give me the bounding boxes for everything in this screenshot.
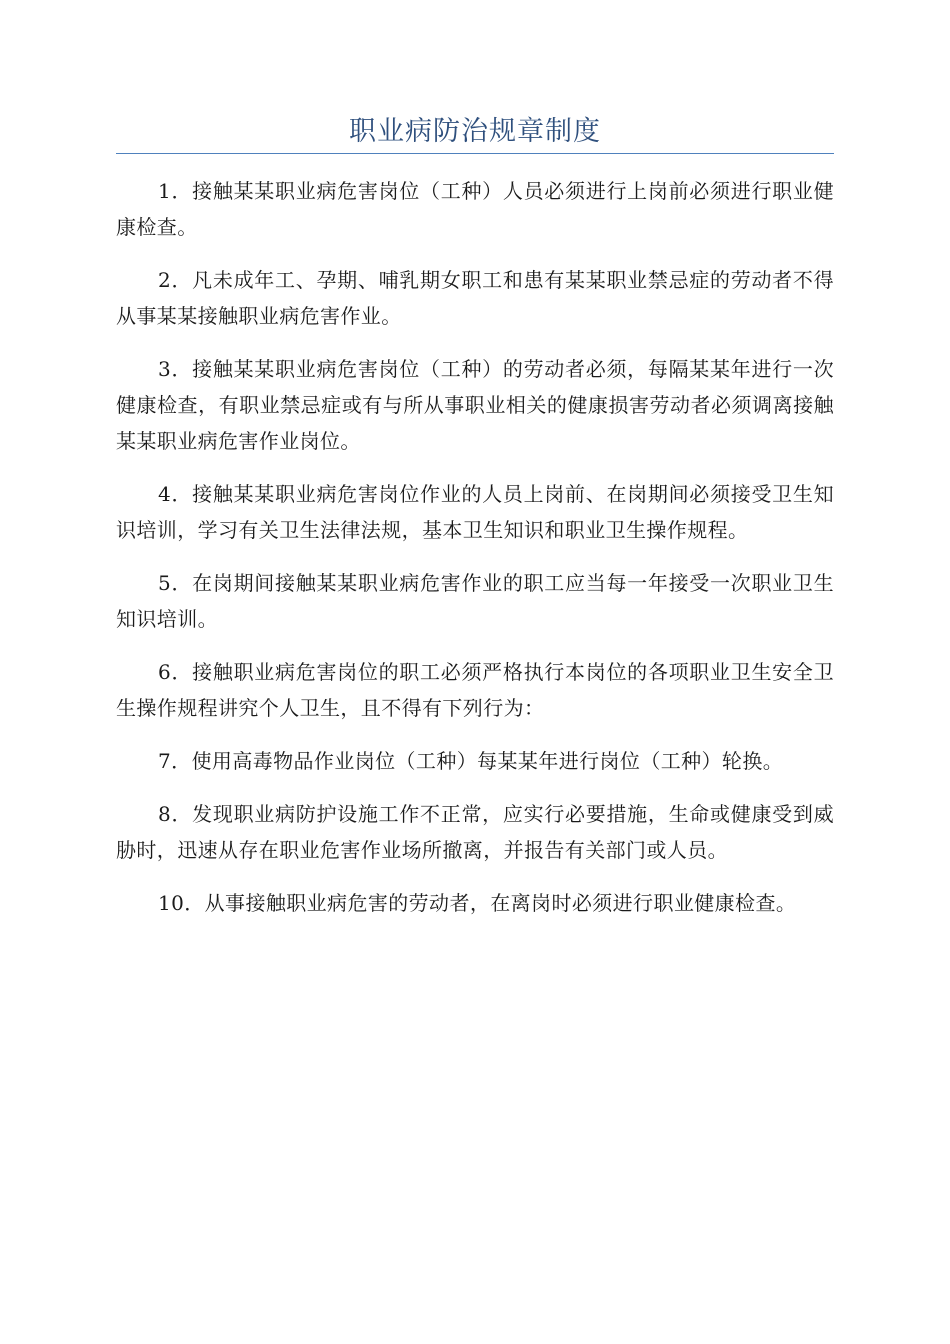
paragraph-4: 4．接触某某职业病危害岗位作业的人员上岗前、在岗期间必须接受卫生知识培训，学习有关卫生法律法规，基本卫生知识和职业卫生操作规程。 — [116, 482, 834, 542]
paragraph-2: 2．凡未成年工、孕期、哺乳期女职工和患有某某职业禁忌症的劳动者不得从事某某接触职业病危害作业。 — [116, 268, 834, 328]
document-body — [116, 173, 834, 938]
title-underline — [116, 153, 834, 154]
paragraph-10: 10．从事接触职业病危害的劳动者，在离岗时必须进行职业健康检查。 — [158, 891, 797, 915]
paragraph-5: 5．在岗期间接触某某职业病危害作业的职工应当每一年接受一次职业卫生知识培训。 — [116, 571, 834, 631]
paragraph-7: 7．使用高毒物品作业岗位（工种）每某某年进行岗位（工种）轮换。 — [158, 749, 784, 773]
paragraph-3: 3．接触某某职业病危害岗位（工种）的劳动者必须，每隔某某年进行一次健康检查，有职业禁忌症或有与所从事职业相关的健康损害劳动者必须调离接触某某职业病危害作业岗位。 — [116, 357, 834, 453]
paragraph-6: 6．接触职业病危害岗位的职工必须严格执行本岗位的各项职业卫生安全卫生操作规程讲究个人卫生，且不得有下列行为： — [116, 660, 834, 720]
paragraph-8: 8．发现职业病防护设施工作不正常，应实行必要措施，生命或健康受到威胁时，迅速从存在职业危害作业场所撤离，并报告有关部门或人员。 — [116, 802, 834, 862]
paragraph-1: 1．接触某某职业病危害岗位（工种）人员必须进行上岗前必须进行职业健康检查。 — [116, 179, 834, 239]
document-title: 职业病防治规章制度 — [349, 116, 601, 147]
